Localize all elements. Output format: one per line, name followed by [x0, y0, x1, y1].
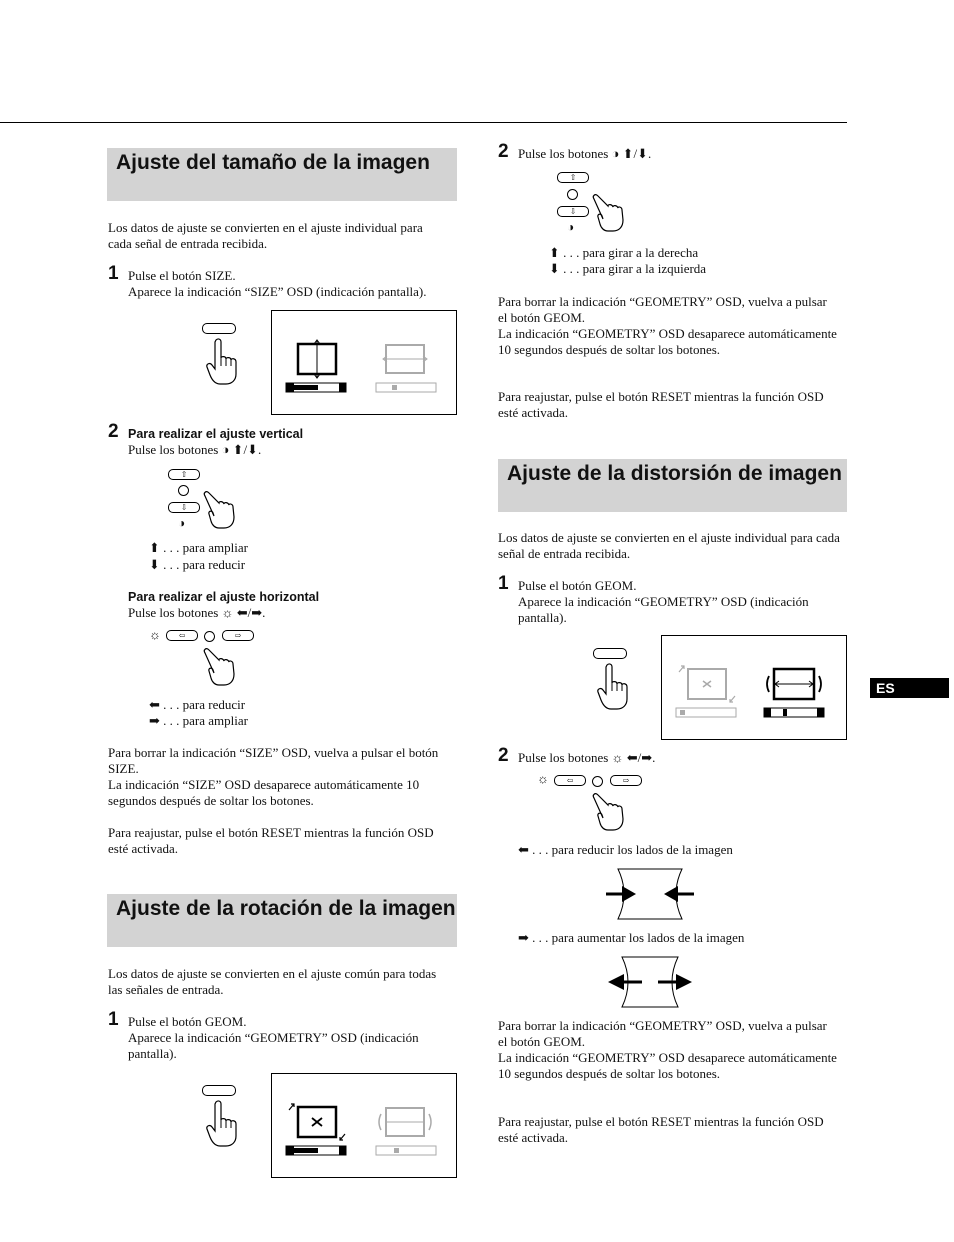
- distortion-intro: Los datos de ajuste se convierten en el ajuste individual para cada señal de entrada recibida.: [498, 530, 840, 561]
- size-left-label: ⬅ . . . para reducir: [149, 697, 246, 712]
- left-button-illustration: ⇦: [554, 775, 586, 786]
- size-clear1: Para borrar la indicación “SIZE” OSD, vuelva a pulsar el botón SIZE.: [108, 745, 439, 776]
- size-osd-screen: [271, 310, 457, 415]
- rotation-clear-text: [498, 294, 838, 358]
- size-button-illustration: [202, 323, 236, 334]
- distortion-clear-text: [498, 1018, 838, 1082]
- size-step2-number: 2: [108, 421, 119, 442]
- distortion-right-label: ➡ . . . para aumentar los lados de la imagen: [518, 930, 745, 945]
- center-button-illustration: [178, 485, 189, 496]
- up-button-illustration: ⇧: [557, 172, 589, 183]
- left-button-illustration: ⇦: [166, 630, 198, 641]
- size-up-label: ⬆ . . . para ampliar: [149, 540, 248, 555]
- rotation-up-label: ⬆ . . . para girar a la derecha: [549, 245, 699, 260]
- center-button-illustration: [204, 631, 215, 642]
- geom-button-illustration: [593, 648, 627, 659]
- distortion-step1-line1: Pulse el botón GEOM.: [518, 578, 637, 593]
- center-button-illustration: [592, 776, 603, 787]
- size-reset: Para reajustar, pulse el botón RESET mientras la función OSD esté activada.: [108, 825, 434, 856]
- rotation-step1-text: [128, 1014, 458, 1062]
- right-button-illustration: ⇨: [610, 775, 642, 786]
- distortion-osd-graphic: [662, 636, 846, 739]
- up-button-illustration: ⇧: [168, 469, 200, 480]
- size-osd-graphic: [272, 311, 456, 414]
- rotation-title: Ajuste de la rotación de la imagen: [116, 897, 456, 920]
- rotation-heading-box: [107, 894, 457, 947]
- pointing-hand-icon: [591, 792, 625, 832]
- language-tab-es: ES: [870, 678, 949, 698]
- distortion-step1-line2: Aparece la indicación “GEOMETRY” OSD (indicación pantalla).: [518, 594, 809, 625]
- rotation-down-label: ⬇ . . . para girar a la izquierda: [549, 261, 707, 276]
- pointing-hand-icon: [591, 193, 625, 233]
- brightness-icon: ☼: [149, 627, 161, 642]
- rotation-step2-number: 2: [498, 141, 509, 162]
- distortion-step2-number: 2: [498, 745, 509, 766]
- pointing-hand-icon: [206, 1100, 240, 1148]
- size-step1-number: 1: [108, 263, 119, 284]
- rotation-osd-screen: [271, 1073, 457, 1178]
- size-vertical-heading: Para realizar el ajuste vertical: [128, 427, 304, 441]
- distortion-left-label: ⬅ . . . para reducir los lados de la imagen: [518, 842, 733, 857]
- pincushion-increase-illustration: [602, 954, 698, 1010]
- down-button-illustration: ⇩: [168, 502, 200, 513]
- size-down-label: ⬇ . . . para reducir: [149, 557, 246, 572]
- rotation-clear1: Para borrar la indicación “GEOMETRY” OSD, vuelva a pulsar el botón GEOM.: [498, 294, 827, 325]
- rotation-intro: Los datos de ajuste se convierten en el ajuste común para todas las señales de entrada.: [108, 966, 437, 997]
- top-rule: [0, 122, 847, 123]
- size-vertical-press: Pulse los botones ◑ ⬆/⬇.: [128, 442, 262, 457]
- down-button-illustration: ⇩: [557, 206, 589, 217]
- size-clear-text: [108, 745, 448, 809]
- distortion-clear1: Para borrar la indicación “GEOMETRY” OSD, vuelva a pulsar el botón GEOM.: [498, 1018, 827, 1049]
- pincushion-reduce-illustration: [602, 866, 698, 922]
- distortion-osd-screen: [661, 635, 847, 740]
- size-heading-box: [107, 148, 457, 201]
- size-step1-text: [128, 268, 468, 300]
- size-horizontal-heading: Para realizar el ajuste horizontal: [128, 590, 320, 604]
- rotation-reset: Para reajustar, pulse el botón RESET mientras la función OSD esté activada.: [498, 389, 824, 420]
- rotation-step1-line2: Aparece la indicación “GEOMETRY” OSD (indicación pantalla).: [128, 1030, 419, 1061]
- contrast-icon: ◑: [178, 516, 186, 530]
- brightness-icon: ☼: [537, 771, 549, 786]
- size-intro: Los datos de ajuste se convierten en el ajuste individual para cada señal de entrada recibida.: [108, 220, 423, 251]
- center-button-illustration: [567, 189, 578, 200]
- rotation-step2-press: Pulse los botones ◑ ⬆/⬇.: [518, 146, 652, 161]
- distortion-heading-box: [498, 459, 847, 512]
- rotation-clear2: La indicación “GEOMETRY” OSD desaparece automáticamente 10 segundos después de soltar los botones.: [498, 326, 837, 357]
- geom-button-illustration: [202, 1085, 236, 1096]
- rotation-osd-graphic: [272, 1074, 456, 1177]
- distortion-step1-number: 1: [498, 573, 509, 594]
- distortion-title: Ajuste de la distorsión de imagen: [507, 462, 842, 485]
- pointing-hand-icon: [597, 663, 631, 711]
- right-button-illustration: ⇨: [222, 630, 254, 641]
- size-horizontal-press: Pulse los botones ☼ ⬅/➡.: [128, 605, 266, 620]
- pointing-hand-icon: [202, 647, 236, 687]
- contrast-icon: ◑: [567, 220, 575, 234]
- size-step1-line1: Pulse el botón SIZE.: [128, 268, 236, 283]
- size-title: Ajuste del tamaño de la imagen: [116, 151, 430, 174]
- pointing-hand-icon: [202, 490, 236, 530]
- distortion-reset: Para reajustar, pulse el botón RESET mientras la función OSD esté activada.: [498, 1114, 824, 1145]
- distortion-clear2: La indicación “GEOMETRY” OSD desaparece automáticamente 10 segundos después de soltar los botones.: [498, 1050, 837, 1081]
- rotation-step1-number: 1: [108, 1009, 119, 1030]
- rotation-step1-line1: Pulse el botón GEOM.: [128, 1014, 247, 1029]
- distortion-step1-text: [518, 578, 848, 626]
- size-step1-line2: Aparece la indicación “SIZE” OSD (indicación pantalla).: [128, 284, 427, 299]
- size-right-label: ➡ . . . para ampliar: [149, 713, 248, 728]
- pointing-hand-icon: [206, 338, 240, 386]
- distortion-step2-press: Pulse los botones ☼ ⬅/➡.: [518, 750, 656, 765]
- size-clear2: La indicación “SIZE” OSD desaparece automáticamente 10 segundos después de soltar los botones.: [108, 777, 420, 808]
